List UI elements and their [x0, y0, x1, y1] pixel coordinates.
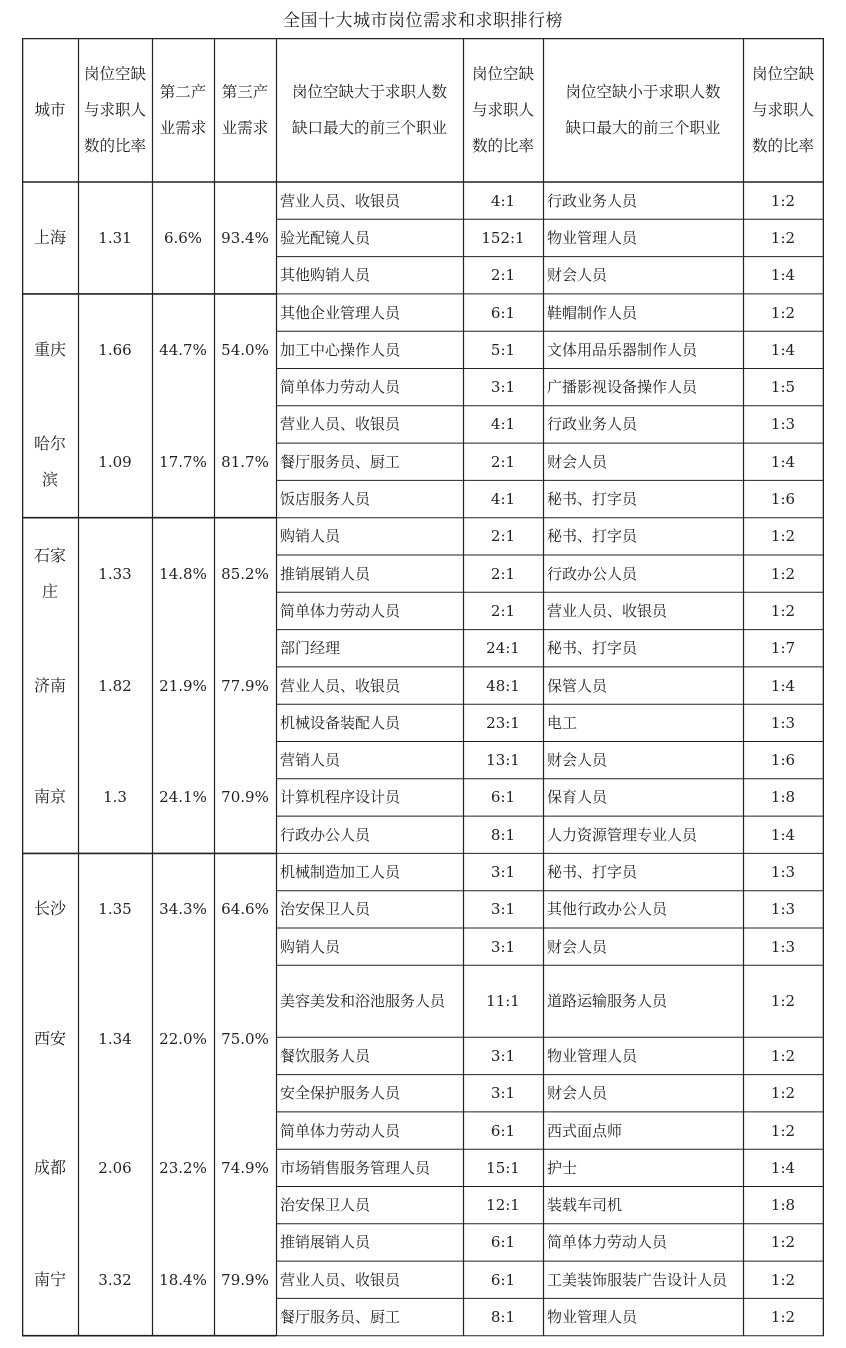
shortage-job: 营业人员、收银员	[280, 191, 401, 210]
shortage-ratio: 5:1	[490, 340, 516, 359]
surplus-ratio: 1:2	[770, 527, 796, 546]
shortage-job: 餐厅服务员、厨工	[280, 452, 401, 471]
shortage-job: 营业人员、收银员	[280, 676, 401, 695]
surplus-job: 西式面点师	[547, 1121, 623, 1140]
header-secondary-industry-label: 第二产 业需求	[159, 83, 207, 137]
shortage-ratio: 3:1	[490, 1046, 516, 1065]
header-tertiary-industry	[214, 38, 276, 182]
city-name: 长沙	[33, 899, 66, 919]
shortage-ratio: 3:1	[490, 900, 516, 919]
shortage-ratio: 4:1	[490, 490, 516, 509]
header-city	[22, 38, 78, 182]
shortage-job: 购销人员	[280, 937, 341, 956]
shortage-job: 简单体力劳动人员	[280, 601, 401, 620]
surplus-job: 物业管理人员	[547, 1308, 638, 1327]
city-ratio: 1.34	[98, 1029, 132, 1048]
surplus-ratio: 1:2	[770, 228, 796, 247]
surplus-ratio: 1:2	[770, 564, 796, 583]
shortage-job: 机械设备装配人员	[280, 713, 401, 732]
shortage-ratio: 12:1	[486, 1196, 520, 1215]
secondary-industry-share: 21.9%	[159, 676, 207, 695]
shortage-job: 营销人员	[280, 751, 341, 770]
shortage-job: 加工中心操作人员	[280, 340, 401, 359]
secondary-industry-share: 34.3%	[159, 900, 207, 919]
shortage-job: 营业人员、收银员	[280, 1270, 401, 1289]
surplus-job: 文体用品乐器制作人员	[547, 340, 698, 359]
tertiary-industry-share: 74.9%	[221, 1158, 269, 1177]
shortage-job: 美容美发和浴池服务人员	[280, 992, 446, 1011]
surplus-ratio: 1:3	[770, 713, 796, 732]
surplus-ratio: 1:6	[770, 751, 796, 770]
surplus-job: 其他行政办公人员	[547, 900, 668, 919]
surplus-job: 人力资源管理专业人员	[547, 825, 698, 844]
tertiary-industry-share: 79.9%	[221, 1270, 269, 1289]
surplus-ratio: 1:2	[770, 1233, 796, 1252]
surplus-job: 电工	[547, 713, 578, 732]
surplus-ratio: 1:2	[770, 992, 796, 1011]
shortage-ratio: 6:1	[490, 303, 516, 322]
shortage-ratio: 3:1	[490, 863, 516, 882]
header-ratio-label: 岗位空缺 与求职人 数的比率	[83, 65, 146, 155]
shortage-job: 部门经理	[280, 639, 341, 658]
surplus-job: 营业人员、收银员	[547, 601, 668, 620]
surplus-ratio: 1:3	[770, 900, 796, 919]
shortage-job: 治安保卫人员	[280, 900, 371, 919]
city-ratio: 1.33	[98, 564, 132, 583]
shortage-ratio: 6:1	[490, 788, 516, 807]
surplus-job: 财会人员	[547, 266, 608, 285]
shortage-ratio: 6:1	[490, 1270, 516, 1289]
surplus-ratio: 1:4	[770, 1158, 796, 1177]
surplus-ratio: 1:2	[770, 1084, 796, 1103]
city-name: 哈尔 滨	[33, 433, 66, 489]
shortage-job: 餐厅服务员、厨工	[280, 1308, 401, 1327]
surplus-ratio: 1:5	[770, 378, 796, 397]
city-ratio: 3.32	[98, 1270, 132, 1289]
shortage-ratio: 152:1	[481, 228, 525, 247]
tertiary-industry-share: 70.9%	[221, 788, 269, 807]
city-name: 南京	[33, 787, 66, 807]
shortage-ratio: 2:1	[490, 266, 516, 285]
surplus-ratio: 1:2	[770, 191, 796, 210]
shortage-ratio: 4:1	[490, 415, 516, 434]
header-secondary-industry	[152, 38, 214, 182]
surplus-ratio: 1:2	[770, 1308, 796, 1327]
shortage-ratio: 8:1	[490, 825, 516, 844]
shortage-ratio: 11:1	[486, 992, 520, 1011]
surplus-ratio: 1:4	[770, 676, 796, 695]
surplus-job: 鞋帽制作人员	[547, 303, 638, 322]
page-title: 全国十大城市岗位需求和求职排行榜	[283, 11, 563, 31]
shortage-job: 其他购销人员	[280, 266, 371, 285]
secondary-industry-share: 18.4%	[159, 1270, 207, 1289]
tertiary-industry-share: 75.0%	[221, 1029, 269, 1048]
shortage-ratio: 6:1	[490, 1233, 516, 1252]
header-shortage-jobs-label: 岗位空缺大于求职人数 缺口最大的前三个职业	[291, 83, 447, 137]
secondary-industry-share: 24.1%	[159, 788, 207, 807]
shortage-job: 饭店服务人员	[280, 490, 371, 509]
secondary-industry-share: 44.7%	[159, 340, 207, 359]
secondary-industry-share: 6.6%	[163, 228, 203, 247]
surplus-ratio: 1:4	[770, 340, 796, 359]
shortage-job: 安全保护服务人员	[280, 1084, 401, 1103]
surplus-ratio: 1:8	[770, 1196, 796, 1215]
surplus-job: 保育人员	[547, 788, 608, 807]
shortage-ratio: 2:1	[490, 527, 516, 546]
shortage-job: 验光配镜人员	[280, 228, 371, 247]
shortage-job: 推销展销人员	[280, 564, 371, 583]
city-name: 南宁	[33, 1269, 66, 1289]
shortage-ratio: 3:1	[490, 937, 516, 956]
surplus-job: 秘书、打字员	[547, 639, 638, 658]
secondary-industry-share: 23.2%	[159, 1158, 207, 1177]
header-surplus-ratio	[743, 38, 823, 182]
shortage-job: 计算机程序设计员	[280, 788, 401, 807]
surplus-ratio: 1:6	[770, 490, 796, 509]
city-ratio: 1.31	[98, 228, 132, 247]
surplus-ratio: 1:2	[770, 1121, 796, 1140]
city-name: 西安	[33, 1028, 66, 1048]
header-tertiary-industry-label: 第三产 业需求	[221, 83, 269, 137]
shortage-job: 餐饮服务人员	[280, 1046, 371, 1065]
surplus-job: 秘书、打字员	[547, 527, 638, 546]
city-name: 济南	[33, 675, 66, 695]
city-name: 重庆	[33, 339, 66, 359]
shortage-ratio: 6:1	[490, 1121, 516, 1140]
header-city-label: 城市	[34, 101, 66, 119]
surplus-job: 装载车司机	[547, 1196, 623, 1215]
shortage-ratio: 23:1	[486, 713, 520, 732]
shortage-job: 简单体力劳动人员	[280, 1121, 401, 1140]
surplus-job: 广播影视设备操作人员	[547, 378, 698, 397]
surplus-job: 秘书、打字员	[547, 863, 638, 882]
header-surplus-jobs-label: 岗位空缺小于求职人数 缺口最大的前三个职业	[565, 83, 721, 137]
surplus-ratio: 1:8	[770, 788, 796, 807]
surplus-job: 行政业务人员	[547, 191, 638, 210]
surplus-job: 简单体力劳动人员	[547, 1233, 668, 1252]
tertiary-industry-share: 93.4%	[221, 228, 269, 247]
surplus-ratio: 1:2	[770, 303, 796, 322]
city-ratio: 1.66	[98, 340, 132, 359]
shortage-ratio: 2:1	[490, 564, 516, 583]
shortage-ratio: 2:1	[490, 452, 516, 471]
surplus-job: 物业管理人员	[547, 228, 638, 247]
surplus-ratio: 1:4	[770, 452, 796, 471]
tertiary-industry-share: 85.2%	[221, 564, 269, 583]
surplus-ratio: 1:2	[770, 1046, 796, 1065]
secondary-industry-share: 14.8%	[159, 564, 207, 583]
surplus-job: 财会人员	[547, 937, 608, 956]
surplus-job: 行政办公人员	[547, 564, 638, 583]
surplus-ratio: 1:4	[770, 266, 796, 285]
city-ratio: 1.35	[98, 900, 132, 919]
city-name: 石家 庄	[33, 545, 66, 601]
surplus-job: 财会人员	[547, 751, 608, 770]
shortage-ratio: 3:1	[490, 1084, 516, 1103]
shortage-ratio: 8:1	[490, 1308, 516, 1327]
header-surplus-ratio-label: 岗位空缺 与求职人 数的比率	[751, 65, 814, 155]
shortage-job: 推销展销人员	[280, 1233, 371, 1252]
surplus-job: 物业管理人员	[547, 1046, 638, 1065]
shortage-job: 简单体力劳动人员	[280, 378, 401, 397]
header-shortage-jobs	[276, 38, 463, 182]
shortage-ratio: 15:1	[486, 1158, 520, 1177]
shortage-job: 治安保卫人员	[280, 1196, 371, 1215]
surplus-job: 道路运输服务人员	[547, 992, 668, 1011]
surplus-ratio: 1:2	[770, 601, 796, 620]
shortage-job: 其他企业管理人员	[280, 303, 401, 322]
city-name: 成都	[33, 1157, 66, 1177]
shortage-ratio: 3:1	[490, 378, 516, 397]
tertiary-industry-share: 54.0%	[221, 340, 269, 359]
surplus-job: 秘书、打字员	[547, 490, 638, 509]
city-ratio: 1.82	[98, 676, 132, 695]
shortage-ratio: 2:1	[490, 601, 516, 620]
shortage-ratio: 24:1	[486, 639, 520, 658]
surplus-ratio: 1:3	[770, 415, 796, 434]
city-name: 上海	[33, 227, 66, 247]
header-shortage-ratio-label: 岗位空缺 与求职人 数的比率	[471, 65, 534, 155]
surplus-job: 工美装饰服装广告设计人员	[547, 1270, 728, 1289]
tertiary-industry-share: 77.9%	[221, 676, 269, 695]
header-ratio	[78, 38, 152, 182]
shortage-ratio: 13:1	[486, 751, 520, 770]
tertiary-industry-share: 64.6%	[221, 900, 269, 919]
secondary-industry-share: 22.0%	[159, 1029, 207, 1048]
tertiary-industry-share: 81.7%	[221, 452, 269, 471]
shortage-job: 机械制造加工人员	[280, 863, 401, 882]
surplus-job: 财会人员	[547, 1084, 608, 1103]
surplus-ratio: 1:7	[770, 639, 796, 658]
surplus-ratio: 1:2	[770, 1270, 796, 1289]
city-ratio: 2.06	[98, 1158, 132, 1177]
shortage-job: 行政办公人员	[280, 825, 371, 844]
header-surplus-jobs	[543, 38, 743, 182]
surplus-job: 行政业务人员	[547, 415, 638, 434]
city-ratio: 1.3	[103, 788, 127, 807]
surplus-ratio: 1:4	[770, 825, 796, 844]
secondary-industry-share: 17.7%	[159, 452, 207, 471]
shortage-job: 购销人员	[280, 527, 341, 546]
surplus-ratio: 1:3	[770, 937, 796, 956]
shortage-job: 营业人员、收银员	[280, 415, 401, 434]
header-shortage-ratio	[463, 38, 543, 182]
surplus-ratio: 1:3	[770, 863, 796, 882]
city-ratio: 1.09	[98, 452, 132, 471]
surplus-job: 保管人员	[547, 676, 608, 695]
shortage-ratio: 48:1	[486, 676, 520, 695]
surplus-job: 护士	[547, 1158, 578, 1177]
shortage-ratio: 4:1	[490, 191, 516, 210]
surplus-job: 财会人员	[547, 452, 608, 471]
shortage-job: 市场销售服务管理人员	[280, 1158, 431, 1177]
